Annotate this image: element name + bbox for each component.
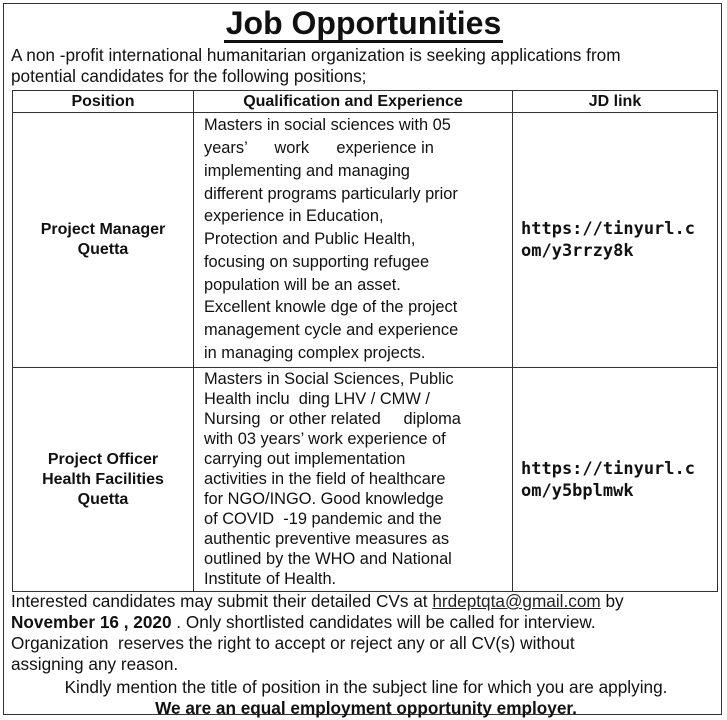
equal-employer-statement: We are an equal employment opportunity employer.	[155, 698, 577, 718]
positions-table	[12, 90, 718, 592]
subject-line-note: Kindly mention the title of position in the subject line for which you are applying.	[64, 677, 668, 697]
position-cell: Project Officer Health Facilities Quetta	[13, 368, 194, 592]
reserve-line: assigning any reason.	[11, 654, 179, 674]
intro-line: potential candidates for the following positions;	[11, 66, 367, 86]
jd-link[interactable]: om/y3rrzy8k	[521, 241, 634, 261]
jd-link[interactable]: https://tinyurl.c	[521, 219, 695, 239]
qualification-cell: Masters in Social Sciences, Public Health inclu ding LHV / CMW / Nursing or other related diploma with 03 years’ work experience of carrying out implementation activities in the field of healthcare for NGO/INGO. Good knowledge of COVID -19 pandemic and the authentic preventive measures as outlined by the WHO and National Institute of Health.	[194, 368, 513, 592]
header-qualification: Qualification and Experience	[194, 91, 513, 113]
jd-link[interactable]: om/y5bplmwk	[521, 480, 634, 501]
header-jd-link: JD link	[513, 91, 718, 113]
page-title: Job Opportunities	[225, 5, 502, 41]
qualification-cell: Masters in social sciences with 05 years’ work experience in implementing and managing different programs particularly prior experience in Education, Protection and Public Health, focusing on supporting refugee population will be an asset. Excellent knowle dge of the project management cycle and experience in managing complex projects.	[194, 113, 513, 368]
deadline-line: November 16 , 2020 . Only shortlisted candidates will be called for interview.	[11, 612, 596, 632]
submit-line: Interested candidates may submit their detailed CVs at hrdeptqta@gmail.com by	[11, 591, 624, 611]
deadline-date: November 16 , 2020	[11, 612, 172, 632]
footer-instructions	[11, 591, 721, 719]
intro-line: A non -profit international humanitarian organization is seeking applications from	[11, 45, 621, 65]
jd-link-cell[interactable]	[513, 113, 718, 368]
reserve-line: Organization reserves the right to accept or reject any or all CV(s) without	[11, 633, 575, 653]
header-position: Position	[13, 91, 194, 113]
intro-paragraph	[11, 45, 721, 87]
jd-link[interactable]: https://tinyurl.c	[521, 458, 695, 479]
table-row-project-officer	[13, 368, 718, 592]
email-link[interactable]: hrdeptqta@gmail.com	[432, 591, 601, 611]
table-header-row	[13, 91, 718, 113]
jd-link-cell[interactable]	[513, 368, 718, 592]
position-cell: Project Manager Quetta	[13, 113, 194, 368]
table-row-project-manager	[13, 113, 718, 368]
